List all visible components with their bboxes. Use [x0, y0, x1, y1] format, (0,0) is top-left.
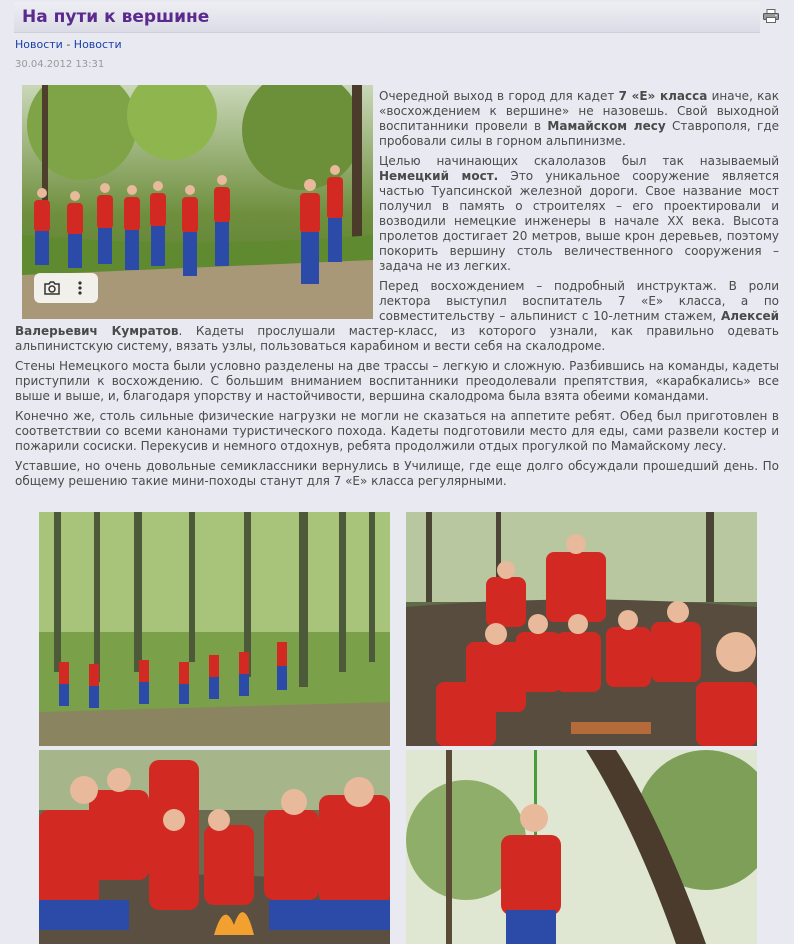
- lead-photo[interactable]: [22, 85, 373, 319]
- gallery-photo-picnic[interactable]: [406, 512, 757, 746]
- gallery-photo-campfire-image: [39, 750, 390, 944]
- printer-icon[interactable]: [763, 9, 779, 23]
- article-body: [15, 89, 779, 494]
- article-paragraph: Перед восхождением – подробный инструктаж. В роли лектора выступил воспитатель 7 «Е» класса, а по совместительству – альпинист с 10-летним стажем, Алексей Валерьевич Кумратов. Кадеты прослушали мастер-класс, из которого узнали, как правильно одевать альпинистскую систему, вязать узлы, пользоваться карабином и вести себя на скалодроме.: [15, 279, 779, 353]
- article-paragraph: Стены Немецкого моста были условно разделены на две трассы – легкую и сложную. Разбившись на команды, кадеты приступили к восхождению. С большим вниманием воспитанники преодолевали препятствия, «карабкались» все выше и выше, и, благодаря упорству и настойчивости, вершина скалодрома была взята обеими командами.: [15, 359, 779, 403]
- article-paragraph: Конечно же, столь сильные физические нагрузки не могли не сказаться на аппетите ребят. Обед был приготовлен в соответствии со всеми канонами туристического похода. Кадеты подготовили место для еды, сами развели костер и пожарили сосиски. Перекусив и немного отдохнув, ребята продолжили отдых прогулкой по Мамайскому лесу.: [15, 409, 779, 453]
- breadcrumb-link-section[interactable]: Новости: [15, 38, 63, 51]
- breadcrumb-link-category[interactable]: Новости: [73, 38, 122, 51]
- gallery-photo-forest-walk-image: [39, 512, 390, 746]
- gallery-photo-climbing[interactable]: [406, 750, 757, 944]
- place-name-highlight: Мамайском лесу: [547, 119, 666, 133]
- article-paragraph: Очередной выход в город для кадет 7 «Е» класса иначе, как «восхождением к вершине» не назовешь. Свой выходной воспитанники провели в Мамайском лесу Ставрополя, где пробовали силы в горном альпинизме.: [379, 89, 780, 148]
- camera-icon[interactable]: [43, 280, 61, 296]
- page-title: На пути к вершине: [22, 7, 210, 27]
- instructor-name-highlight: Алексей Валерьевич Кумратов: [15, 309, 779, 338]
- article-paragraph: Уставшие, но очень довольные семиклассники вернулись в Училище, где еще долго обсуждали прошедший день. По общему решению такие мини-походы станут для 7 «Е» класса регулярными.: [15, 459, 779, 488]
- publish-date: 30.04.2012 13:31: [15, 59, 105, 70]
- title-bar: [14, 2, 760, 33]
- more-vertical-icon[interactable]: [77, 280, 83, 296]
- photo-toolbar: [34, 273, 98, 303]
- gallery-photo-climbing-image: [406, 750, 757, 944]
- class-name-highlight: 7 «Е» класса: [618, 89, 708, 103]
- bridge-name-highlight: Немецкий мост.: [379, 169, 499, 183]
- article-paragraph: Целью начинающих скалолазов был так называемый Немецкий мост. Это уникальное сооружение является частью Туапсинской железной дороги. Свое название мост получил в память о строителях – его проектировали и возводили немецкие инженеры в начале ХХ века. Высота пролетов достигает 20 метров, выше крон деревьев, поэтому покорить вершину столь величественного сооружения – задача не из легких.: [379, 154, 780, 273]
- breadcrumb-separator: -: [62, 38, 74, 51]
- gallery-photo-picnic-image: [406, 512, 757, 746]
- breadcrumb: [15, 38, 122, 51]
- gallery-photo-campfire[interactable]: [39, 750, 390, 944]
- gallery-photo-forest-walk[interactable]: [39, 512, 390, 746]
